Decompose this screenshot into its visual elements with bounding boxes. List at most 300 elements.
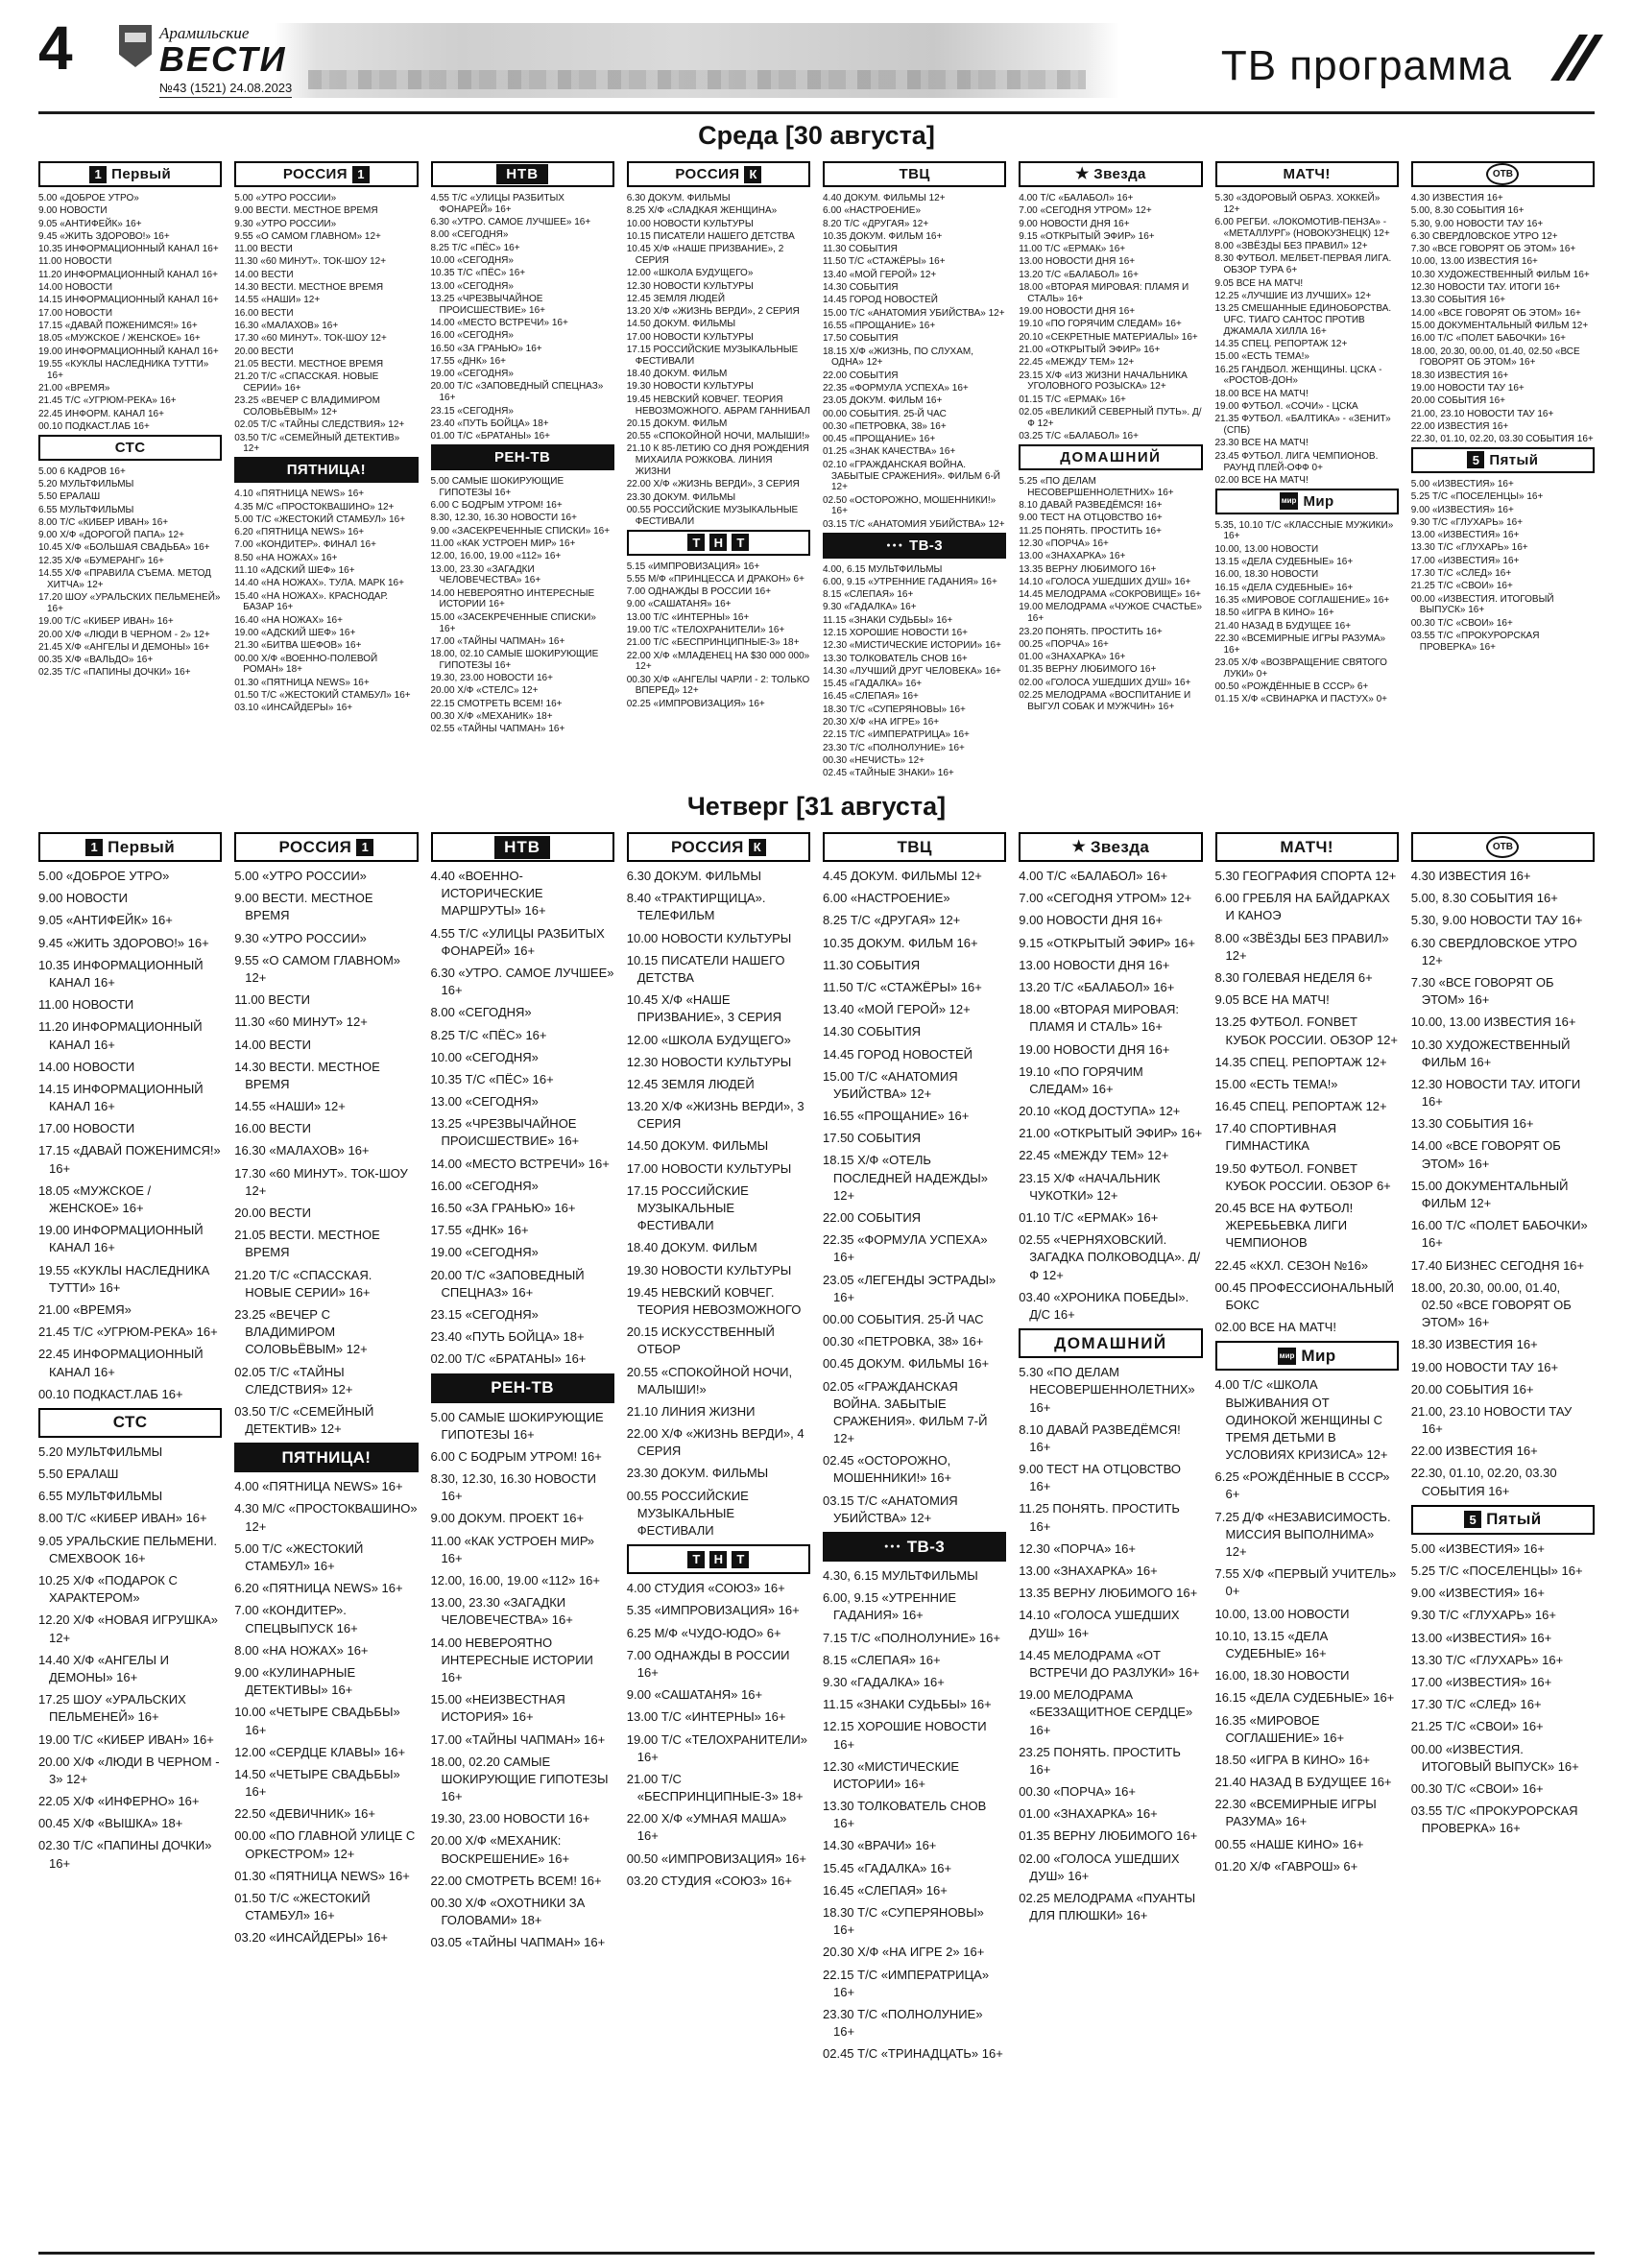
program-item: 5.55 М/Ф «ПРИНЦЕССА И ДРАКОН» 6+ (626, 573, 804, 585)
channel-header-rossiya1 (234, 161, 418, 187)
program-item: 5.30 «ЗДОРОВЫЙ ОБРАЗ. ХОККЕЙ» 12+ (1214, 193, 1381, 215)
channel-name: РОССИЯ (282, 166, 348, 182)
program-item: 21.00, 23.10 НОВОСТИ ТАУ 16+ (1410, 408, 1554, 419)
footer-divider (38, 2252, 1595, 2255)
program-item: 11.10 «АДСКИЙ ШЕФ» 16+ (234, 565, 355, 577)
program-item: 4.00 Т/С «БАЛАБОЛ» 16+ (1019, 869, 1168, 883)
program-item: 21.20 Т/С «СПАССКАЯ. НОВЫЕ СЕРИИ» 16+ (234, 371, 379, 394)
program-item: 00.30 «НЕЧИСТЬ» 12+ (823, 754, 925, 766)
masthead-photo (275, 23, 1119, 98)
program-item: 5.35, 10.10 Т/С «КЛАССНЫЕ МУЖИКИ» 16+ (1214, 519, 1394, 542)
program-item: 5.30 ГЕОГРАФИЯ СПОРТА 12+ (1214, 869, 1397, 883)
program-item: 19.00 Т/С «ТЕЛОХРАНИТЕЛИ» 16+ (626, 1731, 807, 1764)
program-item: 21.30 «БИТВА ШЕФОВ» 16+ (234, 640, 362, 652)
program-item: 02.00 ВСЕ НА МАТЧ! (1214, 474, 1309, 486)
schedule-column (823, 830, 1006, 2068)
program-item: 9.00 Х/Ф «ДОРОГОЙ ПАПА» 12+ (38, 530, 184, 541)
program-item: 9.00 «САШАТАНЯ» 16+ (626, 1687, 763, 1703)
program-item: 19.00 НОВОСТИ ДНЯ 16+ (1019, 1041, 1170, 1057)
program-item: 16.00 «СЕГОДНЯ» (430, 1178, 539, 1193)
program-item: 23.40 «ПУТЬ БОЙЦА» 18+ (430, 1329, 585, 1345)
program-item: 13.00 «ЗНАХАРКА» 16+ (1019, 551, 1126, 562)
program-item: 13.00 «ИЗВЕСТИЯ» 16+ (1410, 530, 1520, 541)
program-item: 12.30 НОВОСТИ КУЛЬТУРЫ (626, 1054, 792, 1069)
brand-text (159, 25, 292, 98)
program-item: 16.40 «НА НОЖАХ» 16+ (234, 614, 343, 626)
program-item: 19.55 «КУКЛЫ НАСЛЕДНИКА ТУТТИ» 16+ (38, 1262, 210, 1295)
town-skyline-image (308, 70, 1086, 89)
program-item: 20.00 Х/Ф «ЛЮДИ В ЧЕРНОМ - 3» 12+ (38, 1754, 220, 1786)
program-item: 14.00 ВЕСТИ (234, 1037, 311, 1052)
program-item: 8.20 Т/С «ДРУГАЯ» 12+ (823, 218, 929, 229)
channel-header-tnt (627, 1544, 810, 1574)
program-item: 03.05 «ТАЙНЫ ЧАПМАН» 16+ (430, 1935, 606, 1950)
program-item: 13.00, 23.30 «ЗАГАДКИ ЧЕЛОВЕЧЕСТВА» 16+ (430, 563, 541, 586)
program-item: 00.50 «ИМПРОВИЗАЦИЯ» 16+ (626, 1850, 806, 1866)
program-item: 02.00 ВСЕ НА МАТЧ! (1214, 1320, 1336, 1335)
program-item: 14.45 ГОРОД НОВОСТЕЙ (823, 1046, 973, 1062)
program-item: 7.30 «ВСЕ ГОВОРЯТ ОБ ЭТОМ» 16+ (1410, 244, 1576, 255)
program-item: 10.00 НОВОСТИ КУЛЬТУРЫ (626, 218, 754, 229)
program-item: 13.35 ВЕРНУ ЛЮБИМОГО 16+ (1019, 1586, 1198, 1601)
page-title: ТВ программа (1220, 42, 1512, 89)
channel-name: Пятый (1489, 451, 1539, 468)
program-item: 17.40 БИЗНЕС СЕГОДНЯ 16+ (1410, 1257, 1585, 1273)
program-item: 14.50 ДОКУМ. ФИЛЬМЫ (626, 319, 736, 330)
program-item: 00.30 «ПЕТРОВКА, 38» 16+ (823, 420, 947, 432)
channel-header-tvc (823, 832, 1006, 862)
schedule-column (1215, 159, 1399, 707)
program-item: 7.00 ОДНАЖДЫ В РОССИИ 16+ (626, 1647, 790, 1680)
program-item: 9.05 ВСЕ НА МАТЧ! (1214, 992, 1330, 1008)
program-item: 8.10 ДАВАЙ РАЗВЕДЁМСЯ! 16+ (1019, 1421, 1181, 1454)
program-item: 14.45 МЕЛОДРАМА «СОКРОВИЩЕ» 16+ (1019, 589, 1201, 601)
program-item: 13.00 НОВОСТИ ДНЯ 16+ (1019, 957, 1170, 972)
program-item: 21.00 «ВРЕМЯ» (38, 1301, 132, 1317)
program-item: 00.00 «ИЗВЕСТИЯ. ИТОГОВЫЙ ВЫПУСК» 16+ (1410, 593, 1554, 616)
program-item: 22.00 ИЗВЕСТИЯ 16+ (1410, 420, 1509, 432)
program-item: 14.00 ВЕСТИ (234, 269, 294, 280)
program-item: 23.20 ПОНЯТЬ. ПРОСТИТЬ 16+ (1019, 626, 1163, 637)
program-item: 9.45 «ЖИТЬ ЗДОРОВО!» 16+ (38, 230, 170, 242)
program-item: 10.35 Т/С «ПЁС» 16+ (430, 1071, 554, 1086)
program-item: 17.00 НОВОСТИ (38, 307, 113, 319)
channel-header-rentv (431, 1373, 614, 1403)
program-item: 6.00 С БОДРЫМ УТРОМ! 16+ (430, 500, 563, 512)
program-item: 6.00 С БОДРЫМ УТРОМ! 16+ (430, 1448, 602, 1464)
program-item: 20.55 «СПОКОЙНОЙ НОЧИ, МАЛЫШИ!» (626, 431, 810, 442)
program-item: 14.50 «ЧЕТЫРЕ СВАДЬБЫ» 16+ (234, 1766, 400, 1800)
program-item: 00.50 «РОЖДЁННЫЕ В СССР» 6+ (1214, 680, 1369, 692)
schedule-column (234, 159, 418, 716)
channel-header-zvezda (1019, 832, 1202, 862)
schedule-column (823, 159, 1006, 781)
program-item: 13.00 «СЕГОДНЯ» (430, 1094, 539, 1110)
program-item: 14.00 НОВОСТИ (38, 1059, 135, 1074)
program-item: 22.45 ИНФОРМАЦИОННЫЙ КАНАЛ 16+ (38, 1347, 204, 1379)
slashes-icon (1550, 35, 1603, 81)
program-item: 16.50 «ЗА ГРАНЬЮ» 16+ (430, 1201, 576, 1215)
program-item: 6.30 СВЕРДЛОВСКОЕ УТРО 12+ (1410, 230, 1558, 242)
schedule-column (627, 159, 810, 711)
program-item: 4.30 ИЗВЕСТИЯ 16+ (1410, 869, 1531, 883)
program-item: 12.30 НОВОСТИ ТАУ. ИТОГИ 16+ (1410, 1076, 1581, 1110)
program-item: 23.30 Т/С «ПОЛНОЛУНИЕ» 16+ (823, 742, 965, 753)
program-item: 7.55 Х/Ф «ПЕРВЫЙ УЧИТЕЛЬ» 0+ (1214, 1566, 1397, 1599)
schedule-column (1019, 159, 1202, 714)
program-item: 03.20 СТУДИЯ «СОЮЗ» 16+ (626, 1873, 792, 1888)
program-item: 6.20 «ПЯТНИЦА NEWS» 16+ (234, 527, 365, 538)
program-item: 13.30 ТОЛКОВАТЕЛЬ СНОВ 16+ (823, 1799, 987, 1831)
program-item: 9.45 «ЖИТЬ ЗДОРОВО!» 16+ (38, 935, 209, 950)
program-item: 02.05 «ВЕЛИКИЙ СЕВЕРНЫЙ ПУТЬ». Д/Ф 12+ (1019, 407, 1202, 429)
program-item: 7.00 «СЕГОДНЯ УТРОМ» 12+ (1019, 205, 1152, 217)
rossiya-1-logo-icon: 1 (356, 839, 373, 856)
program-item: 14.45 МЕЛОДРАМА «ОТ ВСТРЕЧИ ДО РАЗЛУКИ» 16+ (1019, 1647, 1200, 1680)
day-section (38, 121, 1595, 785)
schedule-column (38, 159, 222, 680)
program-item: 16.15 «ДЕЛА СУДЕБНЫЕ» 16+ (1214, 582, 1354, 593)
program-item: 20.00 СОБЫТИЯ 16+ (1410, 395, 1506, 407)
program-item: 19.30, 23.00 НОВОСТИ 16+ (430, 673, 553, 684)
program-item: 8.25 Х/Ф «СЛАДКАЯ ЖЕНЩИНА» (626, 205, 778, 217)
program-item: 21.45 Х/Ф «АНГЕЛЫ И ДЕМОНЫ» 16+ (38, 641, 210, 653)
program-item: 03.50 Т/С «СЕМЕЙНЫЙ ДЕТЕКТИВ» 12+ (234, 432, 400, 455)
program-item: 00.45 ПРОФЕССИОНАЛЬНЫЙ БОКС (1214, 1279, 1394, 1312)
program-item: 20.45 ВСЕ НА ФУТБОЛ! ЖЕРЕБЬЕВКА ЛИГИ ЧЕМПИОНОВ (1214, 1201, 1354, 1251)
program-item: 16.00 ВЕСТИ (234, 307, 294, 319)
program-item: 16.00 Т/С «ПОЛЕТ БАБОЧКИ» 16+ (1410, 333, 1566, 345)
program-item: 10.35 Т/С «ПЁС» 16+ (430, 268, 526, 279)
program-item: 00.25 «ПОРЧА» 16+ (1019, 638, 1109, 650)
day-title: Четверг [31 августа] (686, 792, 947, 821)
program-item: 21.25 Т/С «СВОИ» 16+ (1410, 1719, 1544, 1734)
channel-header-pyaty (1411, 447, 1595, 473)
program-item: 17.40 СПОРТИВНАЯ ГИМНАСТИКА (1214, 1121, 1336, 1154)
crest-icon (119, 25, 152, 67)
program-item: 00.30 «ПОРЧА» 16+ (1019, 1784, 1136, 1800)
program-item: 18.15 Х/Ф «ОТЕЛЬ ПОСЛЕДНЕЙ НАДЕЖДЫ» 12+ (823, 1153, 988, 1203)
program-item: 4.40 ДОКУМ. ФИЛЬМЫ 12+ (823, 193, 946, 203)
program-item: 14.40 «НА НОЖАХ». ТУЛА. МАРК 16+ (234, 578, 404, 589)
channel-name: ДОМАШНИЙ (1054, 1333, 1167, 1352)
channel-name: Пятый (1486, 1510, 1542, 1529)
program-item: 9.00 ВЕСТИ. МЕСТНОЕ ВРЕМЯ (234, 891, 373, 923)
program-item: 7.00 «СЕГОДНЯ УТРОМ» 12+ (1019, 891, 1192, 906)
tnt-logo-icon: Т (732, 534, 749, 551)
program-item: 8.00 Т/С «КИБЕР ИВАН» 16+ (38, 516, 169, 528)
program-item: 17.00 «ТАЙНЫ ЧАПМАН» 16+ (430, 1731, 606, 1747)
program-item: 15.00 ДОКУМЕНТАЛЬНЫЙ ФИЛЬМ 12+ (1410, 1178, 1569, 1210)
program-item: 6.55 МУЛЬТФИЛЬМЫ (38, 1489, 163, 1504)
program-item: 5.50 ЕРАЛАШ (38, 1467, 119, 1482)
program-item: 02.00 «ГОЛОСА УШЕДШИХ ДУШ» 16+ (1019, 1850, 1180, 1883)
program-item: 6.30 ДОКУМ. ФИЛЬМЫ (626, 193, 731, 203)
program-item: 21.10 К 85-ЛЕТИЮ СО ДНЯ РОЖДЕНИЯ МИХАИЛА РОЖКОВА. ЛИНИЯ ЖИЗНИ (626, 443, 809, 478)
program-item: 14.00 «МЕСТО ВСТРЕЧИ» 16+ (430, 317, 568, 328)
program-item: 5.50 ЕРАЛАШ (38, 491, 101, 503)
program-item: 23.15 «СЕГОДНЯ» (430, 1306, 539, 1322)
program-item: 20.00 Т/С «ЗАПОВЕДНЫЙ СПЕЦНАЗ» 16+ (430, 1267, 585, 1300)
channel-name: РОССИЯ (278, 837, 352, 856)
channel-header-rossiyak (627, 832, 810, 862)
program-item: 22.05 Х/Ф «ИНФЕРНО» 16+ (38, 1794, 200, 1809)
ntv-logo-icon: НТВ (496, 164, 548, 184)
program-item: 22.35 «ФОРМУЛА УСПЕХА» 16+ (823, 1232, 988, 1265)
program-item: 23.30 ВСЕ НА МАТЧ! (1214, 438, 1309, 449)
program-item: 11.00 «КАК УСТРОЕН МИР» 16+ (430, 1533, 595, 1565)
program-item: 20.00 СОБЫТИЯ 16+ (1410, 1381, 1534, 1397)
channel-header-rossiyak (627, 161, 810, 187)
program-item: 10.00, 13.00 ИЗВЕСТИЯ 16+ (1410, 256, 1538, 268)
program-item: 19.45 НЕВСКИЙ КОВЧЕГ. ТЕОРИЯ НЕВОЗМОЖНОГО (626, 1284, 802, 1317)
program-item: 00.30 Т/С «СВОИ» 16+ (1410, 1780, 1544, 1796)
program-item: 16.25 ГАНДБОЛ. ЖЕНЩИНЫ. ЦСКА - «РОСТОВ-ДОН» (1214, 364, 1382, 387)
program-item: 6.00 РЕГБИ. «ЛОКОМОТИВ-ПЕНЗА» - «МЕТАЛЛУРГ» (НОВОКУЗНЕЦК) 12+ (1214, 217, 1390, 239)
program-item: 00.55 «НАШЕ КИНО» 16+ (1214, 1836, 1364, 1851)
program-item: 19.10 «ПО ГОРЯЧИМ СЛЕДАМ» 16+ (1019, 1063, 1143, 1096)
program-item: 10.35 ДОКУМ. ФИЛЬМ 16+ (823, 230, 943, 242)
program-item: 9.55 «О САМОМ ГЛАВНОМ» 12+ (234, 952, 401, 985)
program-item: 18.05 «МУЖСКОЕ / ЖЕНСКОЕ» 16+ (38, 1182, 152, 1215)
program-item: 5.00 «УТРО РОССИИ» (234, 869, 367, 883)
program-item: 5.00 «ДОБРОЕ УТРО» (38, 193, 139, 203)
program-item: 19.00 Т/С «ТЕЛОХРАНИТЕЛИ» 16+ (626, 625, 785, 635)
program-item: 22.45 «МЕЖДУ ТЕМ» 12+ (1019, 1148, 1169, 1163)
program-item: 19.00 МЕЛОДРАМА «БЕЗЗАЩИТНОЕ СЕРДЦЕ» 16+ (1019, 1687, 1193, 1737)
program-item: 13.20 Х/Ф «ЖИЗНЬ ВЕРДИ», 3 СЕРИЯ (626, 1099, 804, 1132)
channel-header-sts (38, 1408, 222, 1438)
channel-header-match (1215, 161, 1399, 187)
program-item: 17.00 «ИЗВЕСТИЯ» 16+ (1410, 555, 1520, 566)
channel-five-logo-icon: 5 (1464, 1511, 1481, 1528)
program-item: 5.25 «ПО ДЕЛАМ НЕСОВЕРШЕННОЛЕТНИХ» 16+ (1019, 475, 1174, 498)
program-item: 23.45 ФУТБОЛ. ЛИГА ЧЕМПИОНОВ. РАУНД ПЛЕЙ-ОФФ 0+ (1214, 450, 1379, 473)
program-item: 14.30 СОБЫТИЯ (823, 282, 899, 294)
program-item: 22.00 ИЗВЕСТИЯ 16+ (1410, 1444, 1538, 1459)
program-item: 9.30 «УТРО РОССИИ» (234, 218, 337, 229)
program-item: 6.00 ГРЕБЛЯ НА БАЙДАРКАХ И КАНОЭ (1214, 891, 1390, 923)
program-item: 14.10 «ГОЛОСА УШЕДШИХ ДУШ» 16+ (1019, 576, 1191, 587)
program-item: 15.00 Т/С «АНАТОМИЯ УБИЙСТВА» 12+ (823, 1068, 958, 1101)
tnt-logo-icon: Т (687, 1551, 705, 1568)
program-item: 9.00 «ЗАСЕКРЕЧЕННЫЕ СПИСКИ» 16+ (430, 525, 611, 537)
program-item: 12.00, 16.00, 19.00 «112» 16+ (430, 1573, 601, 1588)
program-item: 5.30 «ПО ДЕЛАМ НЕСОВЕРШЕННОЛЕТНИХ» 16+ (1019, 1365, 1195, 1415)
channel-name: МАТЧ! (1283, 166, 1331, 182)
program-item: 15.00 «ЗАСЕКРЕЧЕННЫЕ СПИСКИ» 16+ (430, 611, 596, 634)
program-item: 9.00 ТЕСТ НА ОТЦОВСТВО 16+ (1019, 513, 1163, 524)
program-item: 15.40 «НА НОЖАХ». КРАСНОДАР. БАЗАР 16+ (234, 590, 389, 613)
program-item: 13.00 «СЕГОДНЯ» (430, 280, 514, 292)
program-item: 9.00 НОВОСТИ (38, 891, 129, 906)
program-item: 13.40 «МОЙ ГЕРОЙ» 12+ (823, 1002, 971, 1017)
program-item: 19.30 НОВОСТИ КУЛЬТУРЫ (626, 381, 754, 393)
program-item: 6.20 «ПЯТНИЦА NEWS» 16+ (234, 1581, 403, 1596)
program-item: 03.25 Т/С «БАЛАБОЛ» 16+ (1019, 431, 1139, 442)
schedule-column (1019, 830, 1202, 1929)
program-item: 19.00 «АДСКИЙ ШЕФ» 16+ (234, 628, 356, 638)
program-item: 17.30 Т/С «СЛЕД» 16+ (1410, 1697, 1542, 1712)
program-item: 9.15 «ОТКРЫТЫЙ ЭФИР» 16+ (1019, 935, 1196, 950)
program-item: 02.45 «ТАЙНЫЕ ЗНАКИ» 16+ (823, 768, 954, 779)
program-item: 19.00 НОВОСТИ ТАУ 16+ (1410, 382, 1525, 394)
program-item: 12.30 «ПОРЧА» 16+ (1019, 1540, 1136, 1556)
program-item: 17.00 НОВОСТИ КУЛЬТУРЫ (626, 331, 754, 343)
tnt-logo-icon: Т (687, 534, 705, 551)
program-item: 01.50 Т/С «ЖЕСТОКИЙ СТАМБУЛ» 16+ (234, 1891, 371, 1923)
program-item: 14.30 СОБЫТИЯ (823, 1024, 922, 1039)
program-item: 13.00 Т/С «ИНТЕРНЫ» 16+ (626, 1709, 786, 1725)
schedule-column (234, 830, 418, 1952)
program-item: 15.00 «НЕИЗВЕСТНАЯ ИСТОРИЯ» 16+ (430, 1692, 565, 1725)
program-item: 7.30 «ВСЕ ГОВОРЯТ ОБ ЭТОМ» 16+ (1410, 974, 1554, 1008)
program-item: 9.05 УРАЛЬСКИЕ ПЕЛЬМЕНИ. СМЕХBOOK 16+ (38, 1533, 217, 1565)
program-item: 4.00 Т/С «БАЛАБОЛ» 16+ (1019, 193, 1134, 203)
program-item: 02.00 «ГОЛОСА УШЕДШИХ ДУШ» 16+ (1019, 677, 1191, 688)
channel-name: РОССИЯ (675, 166, 740, 182)
program-item: 16.00, 18.30 НОВОСТИ (1214, 569, 1319, 581)
program-item: 01.20 Х/Ф «ГАВРОШ» 6+ (1214, 1858, 1358, 1874)
program-item: 13.00 «ЗНАХАРКА» 16+ (1019, 1564, 1158, 1578)
program-item: 16.00, 18.30 НОВОСТИ (1214, 1668, 1350, 1683)
program-item: 03.55 Т/С «ПРОКУРОРСКАЯ ПРОВЕРКА» 16+ (1410, 1803, 1578, 1836)
program-item: 12.30 НОВОСТИ КУЛЬТУРЫ (626, 280, 754, 292)
program-item: 13.25 «ЧРЕЗВЫЧАЙНОЕ ПРОИСШЕСТВИЕ» 16+ (430, 1116, 580, 1149)
program-item: 4.30, 6.15 МУЛЬТФИЛЬМЫ (823, 1568, 978, 1583)
program-item: 4.30 М/С «ПРОСТОКВАШИНО» 12+ (234, 1501, 418, 1534)
program-item: 9.00 ДОКУМ. ПРОЕКТ 16+ (430, 1511, 585, 1526)
program-item: 13.30 Т/С «ГЛУХАРЬ» 16+ (1410, 542, 1528, 554)
program-item: 19.55 «КУКЛЫ НАСЛЕДНИКА ТУТТИ» 16+ (38, 358, 209, 381)
program-item: 5.35 «ИМПРОВИЗАЦИЯ» 16+ (626, 1603, 800, 1618)
program-item: 13.30 Т/С «ГЛУХАРЬ» 16+ (1410, 1652, 1564, 1667)
program-item: 13.25 СМЕШАННЫЕ ЕДИНОБОРСТВА. UFC. ТИАГО САНТОС ПРОТИВ ДЖАМАЛА ХИЛЛА 16+ (1214, 303, 1392, 337)
program-item: 20.00 Х/Ф «МЕХАНИК: ВОСКРЕШЕНИЕ» 16+ (430, 1833, 570, 1866)
channel-name: Первый (108, 837, 176, 856)
program-item: 9.00 НОВОСТИ ДНЯ 16+ (1019, 913, 1164, 928)
mir-logo-icon: мир (1278, 1348, 1297, 1365)
program-item: 01.00 «ЗНАХАРКА» 16+ (1019, 652, 1126, 663)
program-item: 16.45 СПЕЦ. РЕПОРТАЖ 12+ (1214, 1099, 1387, 1114)
program-item: 19.00 ФУТБОЛ. «СОЧИ» - ЦСКА (1214, 401, 1358, 413)
program-item: 13.00, 23.30 «ЗАГАДКИ ЧЕЛОВЕЧЕСТВА» 16+ (430, 1595, 573, 1628)
program-item: 20.00 Х/Ф «СТЕЛС» 12+ (430, 685, 539, 697)
program-item: 16.45 «СЛЕПАЯ» 16+ (823, 691, 919, 703)
channel-grid (38, 830, 1595, 2224)
program-item: 01.30 «ПЯТНИЦА NEWS» 16+ (234, 677, 370, 688)
program-item: 10.00 «СЕГОДНЯ» (430, 254, 514, 266)
program-item: 7.15 Т/С «ПОЛНОЛУНИЕ» 16+ (823, 1630, 1000, 1645)
program-item: 12.45 ЗЕМЛЯ ЛЮДЕЙ (626, 1076, 755, 1091)
channel-name: ТВЦ (897, 837, 932, 856)
program-item: 14.00 НЕВЕРОЯТНО ИНТЕРЕСНЫЕ ИСТОРИИ 16+ (430, 587, 595, 610)
program-item: 4.55 Т/С «УЛИЦЫ РАЗБИТЫХ ФОНАРЕЙ» 16+ (430, 925, 605, 958)
program-item: 17.15 РОССИЙСКИЕ МУЗЫКАЛЬНЫЕ ФЕСТИВАЛИ (626, 345, 799, 367)
program-item: 11.00 «КАК УСТРОЕН МИР» 16+ (430, 537, 576, 549)
program-item: 03.15 Т/С «АНАТОМИЯ УБИЙСТВА» 12+ (823, 518, 1005, 530)
program-item: 00.10 ПОДКАСТ.ЛАБ 16+ (38, 420, 150, 432)
program-item: 20.00 ВЕСТИ (234, 1206, 311, 1220)
program-item: 19.30 НОВОСТИ КУЛЬТУРЫ (626, 1262, 792, 1277)
program-item: 11.00 ВЕСТИ (234, 244, 293, 255)
program-item: 00.00 «ПО ГЛАВНОЙ УЛИЦЕ С ОРКЕСТРОМ» 12+ (234, 1828, 416, 1861)
program-item: 17.00 НОВОСТИ (38, 1121, 135, 1136)
program-item: 16.55 «ПРОЩАНИЕ» 16+ (823, 1109, 970, 1124)
program-item: 6.00 «НАСТРОЕНИЕ» (823, 891, 950, 906)
program-item: 02.30 Т/С «ПАПИНЫ ДОЧКИ» 16+ (38, 1838, 212, 1871)
schedule-column (431, 159, 614, 737)
program-item: 18.30 Т/С «СУПЕРЯНОВЫ» 16+ (823, 1905, 984, 1938)
tnt-logo-icon: Т (732, 1551, 749, 1568)
program-item: 12.45 ЗЕМЛЯ ЛЮДЕЙ (626, 293, 726, 304)
program-item: 12.30 «МИСТИЧЕСКИЕ ИСТОРИИ» 16+ (823, 1758, 960, 1791)
otv-logo-icon: ОТВ (1486, 836, 1519, 858)
program-item: 18.00, 20.30, 00.00, 01.40, 02.50 «ВСЕ ГОВОРЯТ ОБ ЭТОМ» 16+ (1410, 346, 1580, 369)
program-item: 11.30 «60 МИНУТ». ТОК-ШОУ 12+ (234, 256, 387, 268)
channel-header-mir (1215, 1341, 1399, 1371)
program-item: 22.15 Т/С «ИМПЕРАТРИЦА» 16+ (823, 729, 970, 741)
program-item: 6.25 М/Ф «ЧУДО-ЮДО» 6+ (626, 1625, 781, 1640)
channel-name: Звезда (1090, 837, 1150, 856)
program-item: 19.30, 23.00 НОВОСТИ 16+ (430, 1811, 590, 1826)
program-item: 13.00 Т/С «ИНТЕРНЫ» 16+ (626, 611, 750, 623)
program-item: 9.30 Т/С «ГЛУХАРЬ» 16+ (1410, 516, 1524, 528)
schedule-column (627, 830, 810, 1895)
program-item: 21.00 Т/С «БЕСПРИНЦИПНЫЕ-3» 18+ (626, 637, 800, 649)
program-item: 4.30 ИЗВЕСТИЯ 16+ (1410, 193, 1503, 203)
program-item: 19.00 «СЕГОДНЯ» (430, 369, 514, 380)
program-item: 10.15 ПИСАТЕЛИ НАШЕГО ДЕТСТВА (626, 952, 785, 985)
program-item: 02.50 «ОСТОРОЖНО, МОШЕННИКИ!» 16+ (823, 494, 997, 517)
program-item: 6.30 ДОКУМ. ФИЛЬМЫ (626, 869, 761, 883)
program-item: 14.15 ИНФОРМАЦИОННЫЙ КАНАЛ 16+ (38, 295, 219, 306)
program-item: 13.30 ТОЛКОВАТЕЛЬ СНОВ 16+ (823, 653, 968, 664)
program-item: 10.00, 13.00 НОВОСТИ (1214, 543, 1319, 555)
program-item: 22.00 СОБЫТИЯ (823, 1210, 922, 1225)
program-item: 10.45 Х/Ф «БОЛЬШАЯ СВАДЬБА» 16+ (38, 542, 210, 554)
program-item: 02.10 «ГРАЖДАНСКАЯ ВОЙНА. ЗАБЫТЫЕ СРАЖЕНИЯ». ФИЛЬМ 6-Й 12+ (823, 459, 1000, 493)
program-item: 12.20 Х/Ф «НОВАЯ ИГРУШКА» 12+ (38, 1612, 218, 1645)
program-item: 01.15 Х/Ф «СВИНАРКА И ПАСТУХ» 0+ (1214, 694, 1387, 705)
program-item: 00.00 «ИЗВЕСТИЯ. ИТОГОВЫЙ ВЫПУСК» 16+ (1410, 1741, 1579, 1774)
program-item: 18.30 ИЗВЕСТИЯ 16+ (1410, 370, 1509, 381)
otv-logo-icon: ОТВ (1486, 163, 1519, 185)
channel-name: МАТЧ! (1280, 837, 1333, 856)
program-item: 6.55 МУЛЬТФИЛЬМЫ (38, 504, 134, 515)
mir-logo-icon: мир (1280, 492, 1299, 510)
program-item: 5.00 САМЫЕ ШОКИРУЮЩИЕ ГИПОТЕЗЫ 16+ (430, 475, 564, 498)
program-item: 11.00 НОВОСТИ (38, 256, 112, 268)
program-item: 22.15 Т/С «ИМПЕРАТРИЦА» 16+ (823, 1967, 990, 1999)
program-item: 5.00 «ИЗВЕСТИЯ» 16+ (1410, 478, 1514, 489)
channel-header-pervy (38, 161, 222, 187)
program-item: 03.10 «ИНСАЙДЕРЫ» 16+ (234, 703, 353, 714)
program-item: 17.50 СОБЫТИЯ (823, 333, 899, 345)
channel-header-pervy (38, 832, 222, 862)
program-item: 18.15 Х/Ф «ЖИЗНЬ, ПО СЛУХАМ, ОДНА» 12+ (823, 346, 973, 369)
program-item: 13.20 Х/Ф «ЖИЗНЬ ВЕРДИ», 2 СЕРИЯ (626, 306, 800, 318)
program-item: 9.00 «ИЗВЕСТИЯ» 16+ (1410, 504, 1514, 515)
program-item: 00.00 Х/Ф «ВОЕННО-ПОЛЕВОЙ РОМАН» 18+ (234, 653, 378, 676)
channel-name: ДОМАШНИЙ (1060, 448, 1162, 466)
program-item: 21.00 Т/С «БЕСПРИНЦИПНЫЕ-3» 18+ (626, 1771, 804, 1804)
program-item: 13.00 НОВОСТИ ДНЯ 16+ (1019, 256, 1136, 268)
program-item: 13.20 Т/С «БАЛАБОЛ» 16+ (1019, 979, 1175, 994)
program-item: 9.00 ТЕСТ НА ОТЦОВСТВО 16+ (1019, 1462, 1181, 1494)
program-item: 10.10, 13.15 «ДЕЛА СУДЕБНЫЕ» 16+ (1214, 1628, 1329, 1660)
program-item: 8.00 «СЕГОДНЯ» (430, 229, 509, 241)
